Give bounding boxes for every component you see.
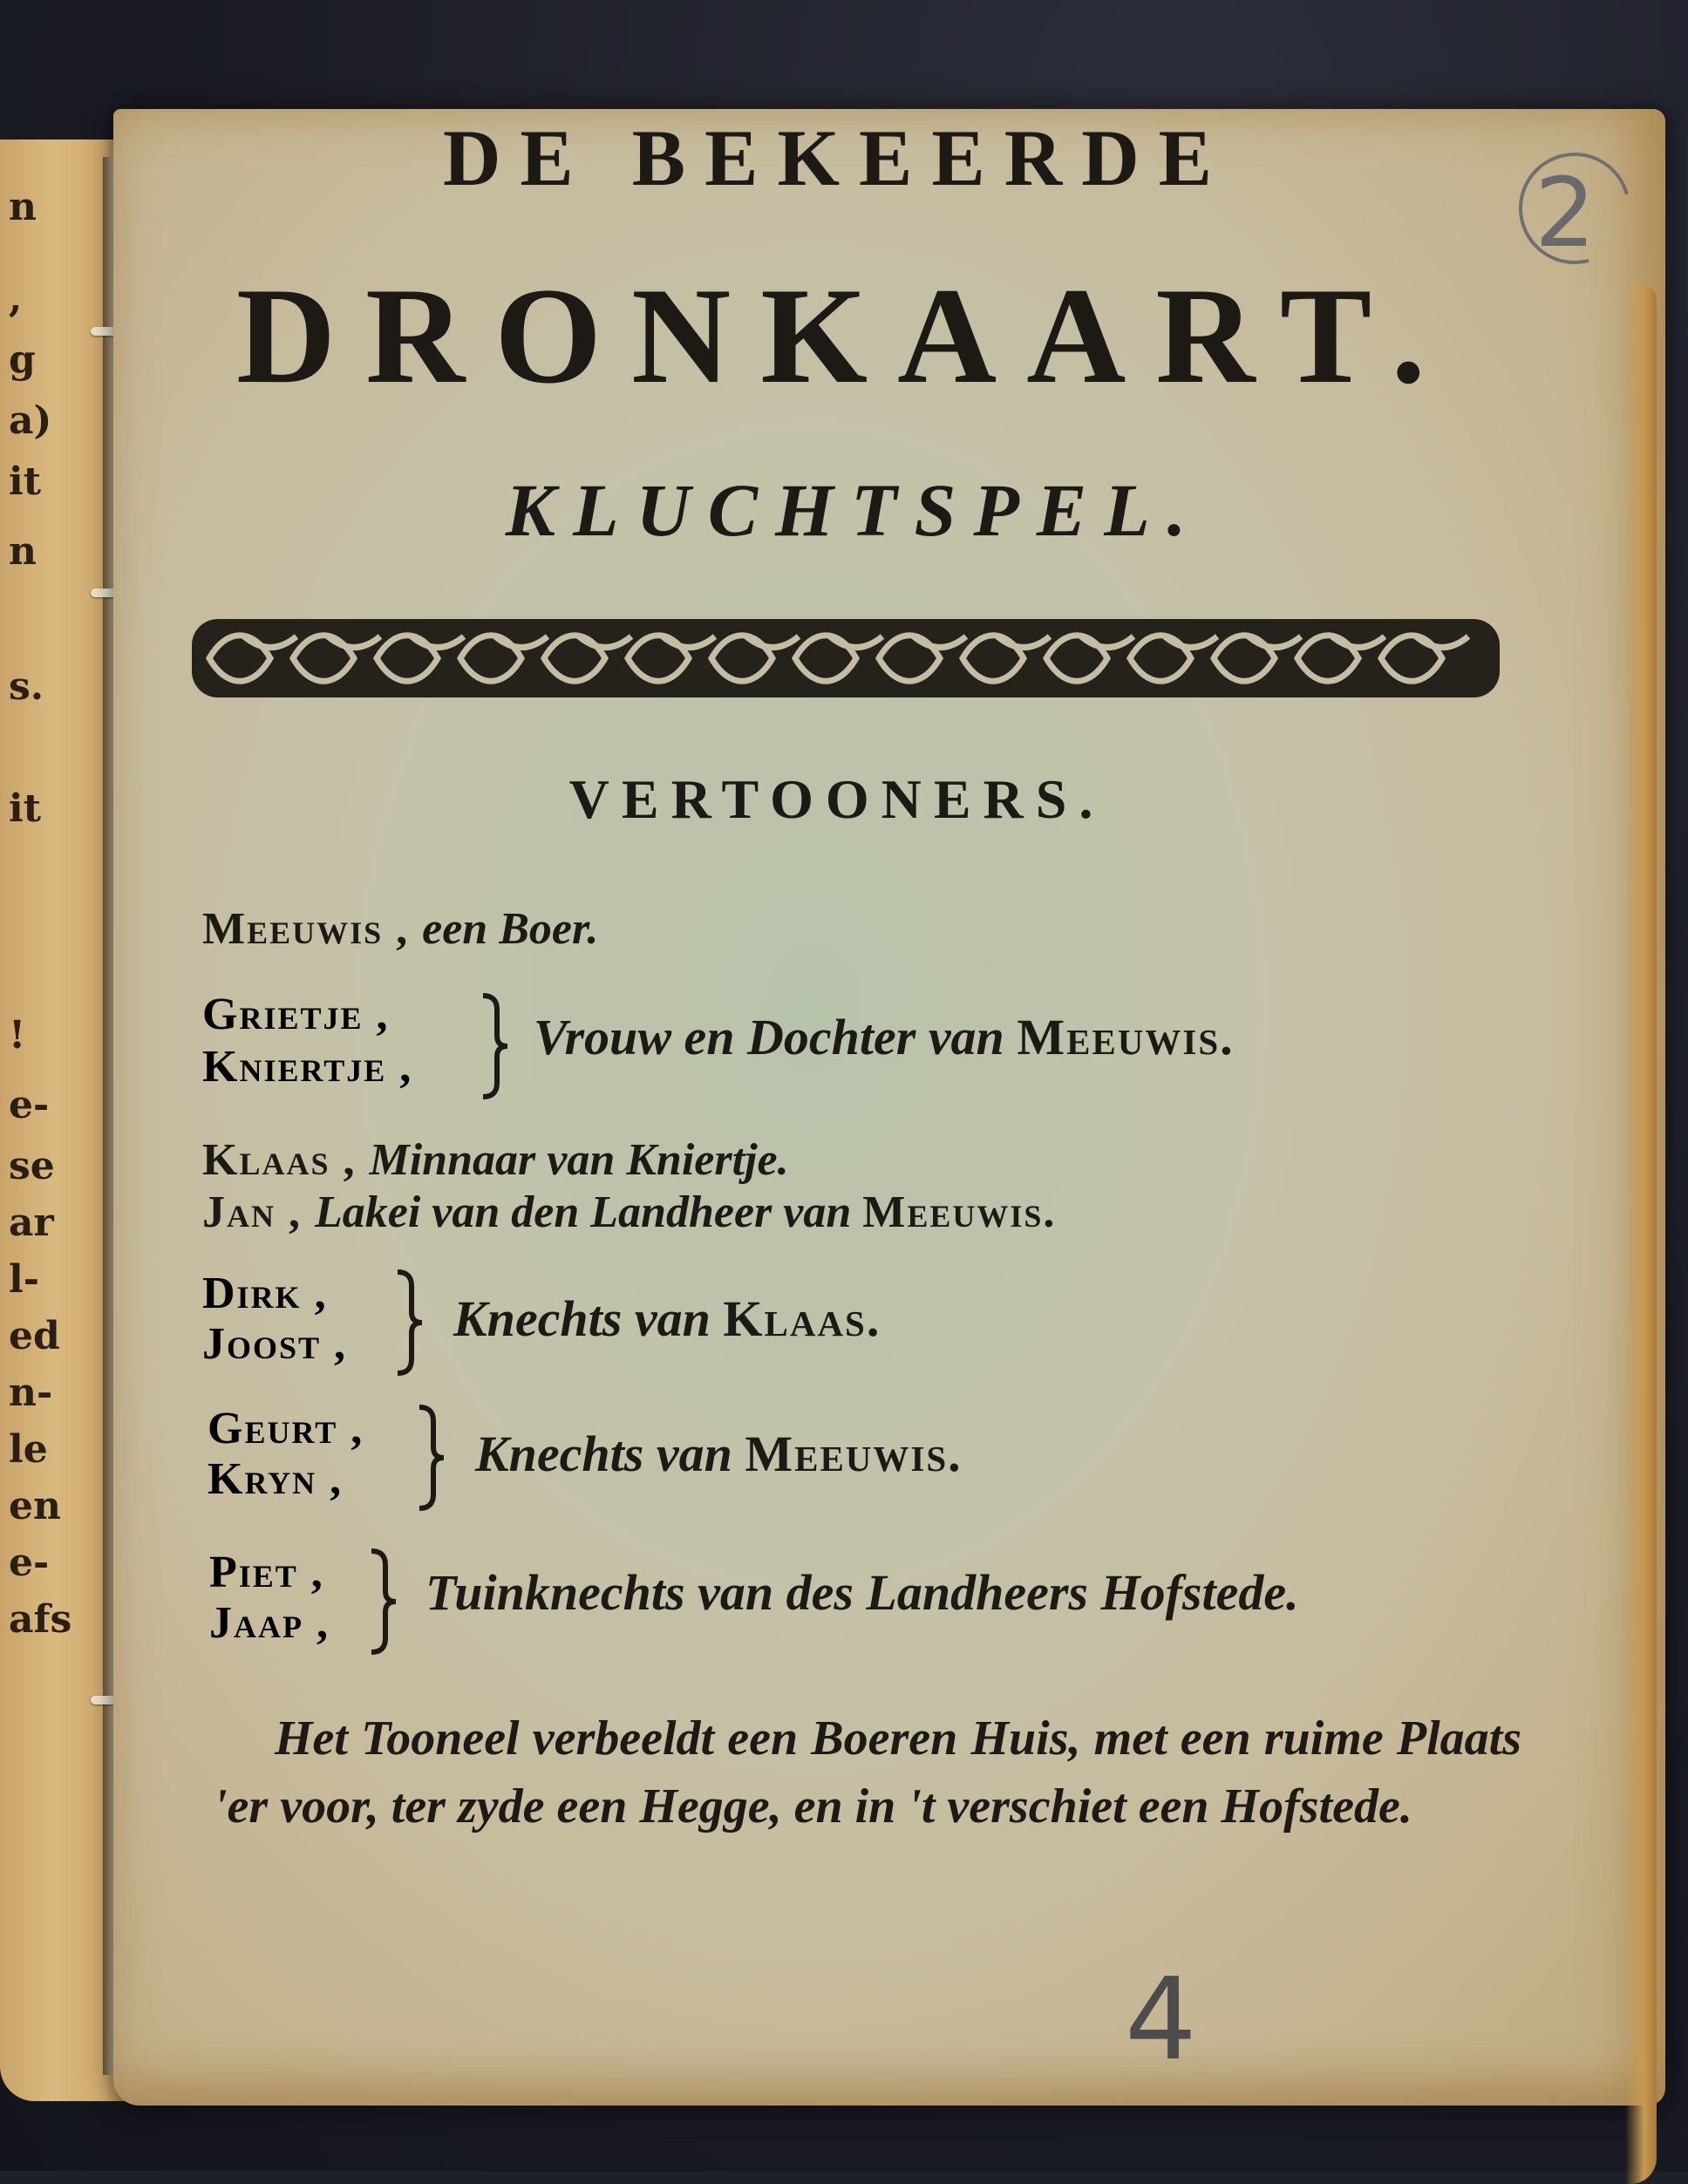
character-name: Joost ,	[202, 1319, 348, 1369]
character-role: Lakei van den Landheer van	[315, 1187, 863, 1237]
group-description	[475, 1424, 963, 1483]
title-line-2: DRONKAART.	[235, 260, 1455, 412]
role-text: Knechts van	[475, 1425, 745, 1482]
cast-entry-meeuwis	[202, 902, 598, 956]
separator: ,	[383, 904, 423, 954]
ornamental-border	[192, 610, 1500, 706]
character-name: Klaas	[202, 1135, 330, 1185]
curly-brace	[478, 992, 513, 1101]
left-page-fragment: se	[9, 1144, 55, 1188]
pencil-page-number: 4	[1125, 1953, 1197, 2085]
role-name: Meeuwis.	[862, 1187, 1057, 1237]
left-page-fragment: n-	[9, 1371, 53, 1415]
role-name: Meeuwis.	[1017, 1009, 1235, 1065]
left-page-fragment: g	[9, 337, 36, 382]
character-name: Grietje ,	[202, 990, 390, 1039]
role-name: Meeuwis.	[745, 1425, 963, 1482]
left-page-fragment: a)	[9, 398, 52, 443]
left-page-fragment: it	[9, 459, 42, 504]
stage-direction: Het Tooneel verbeeldt een Boeren Huis, met een ruime Plaats 'er voor, ter zyde een Hegge, en in 't verschiet een Hofstede.	[214, 1711, 1521, 1834]
left-page-fragment: ed	[9, 1314, 60, 1358]
character-role: een Boer.	[422, 904, 599, 954]
separator: ,	[276, 1187, 315, 1237]
cast-entry-klaas	[202, 1133, 789, 1187]
role-name: Klaas.	[723, 1290, 881, 1347]
character-name: Dirk ,	[202, 1269, 328, 1318]
character-name: Jaap ,	[209, 1598, 330, 1648]
separator: ,	[330, 1135, 370, 1185]
character-name: Kryn ,	[208, 1454, 344, 1504]
group-description	[534, 1007, 1235, 1066]
left-page-fragment: it	[9, 786, 42, 831]
left-page-fragment: en	[9, 1484, 61, 1528]
role-text: Knechts van	[453, 1290, 724, 1347]
title-line-1: DE BEKEERDE	[442, 113, 1232, 202]
left-page-fragment: le	[9, 1427, 48, 1472]
left-page-fragment: ar	[9, 1201, 54, 1245]
left-page-fragment: !	[9, 1013, 26, 1058]
left-page-fragment: l-	[9, 1257, 39, 1302]
left-page-fragment: n	[9, 185, 37, 229]
left-page-fragment: e-	[9, 1541, 50, 1585]
cast-heading: VERTOONERS.	[568, 768, 1106, 830]
character-name: Geurt ,	[208, 1404, 364, 1453]
curly-brace	[366, 1548, 401, 1657]
left-page-fragment: e-	[9, 1083, 50, 1127]
character-name: Piet ,	[209, 1548, 324, 1597]
character-name: Meeuwis	[202, 904, 384, 954]
curly-brace	[414, 1404, 449, 1513]
character-name: Kniertje ,	[202, 1042, 413, 1092]
left-page-fragment: ,	[9, 276, 23, 321]
curly-brace	[392, 1269, 427, 1378]
group-description: Tuinknechts van des Landheers Hofstede.	[425, 1564, 1299, 1621]
subtitle: KLUCHTSPEL.	[505, 468, 1204, 552]
left-page-fragment: s.	[9, 664, 44, 709]
page-edge-stain	[1625, 283, 1657, 2184]
group-description	[453, 1289, 881, 1348]
character-role: Minnaar van Kniertje.	[369, 1135, 789, 1185]
role-text: Vrouw en Dochter van	[534, 1009, 1018, 1065]
left-page-fragment: afs	[9, 1597, 72, 1642]
cast-entry-jan	[202, 1186, 1056, 1239]
character-name: Jan	[202, 1187, 276, 1237]
left-page-fragment: n	[9, 529, 37, 574]
pencil-number-top: 2	[1535, 157, 1596, 269]
